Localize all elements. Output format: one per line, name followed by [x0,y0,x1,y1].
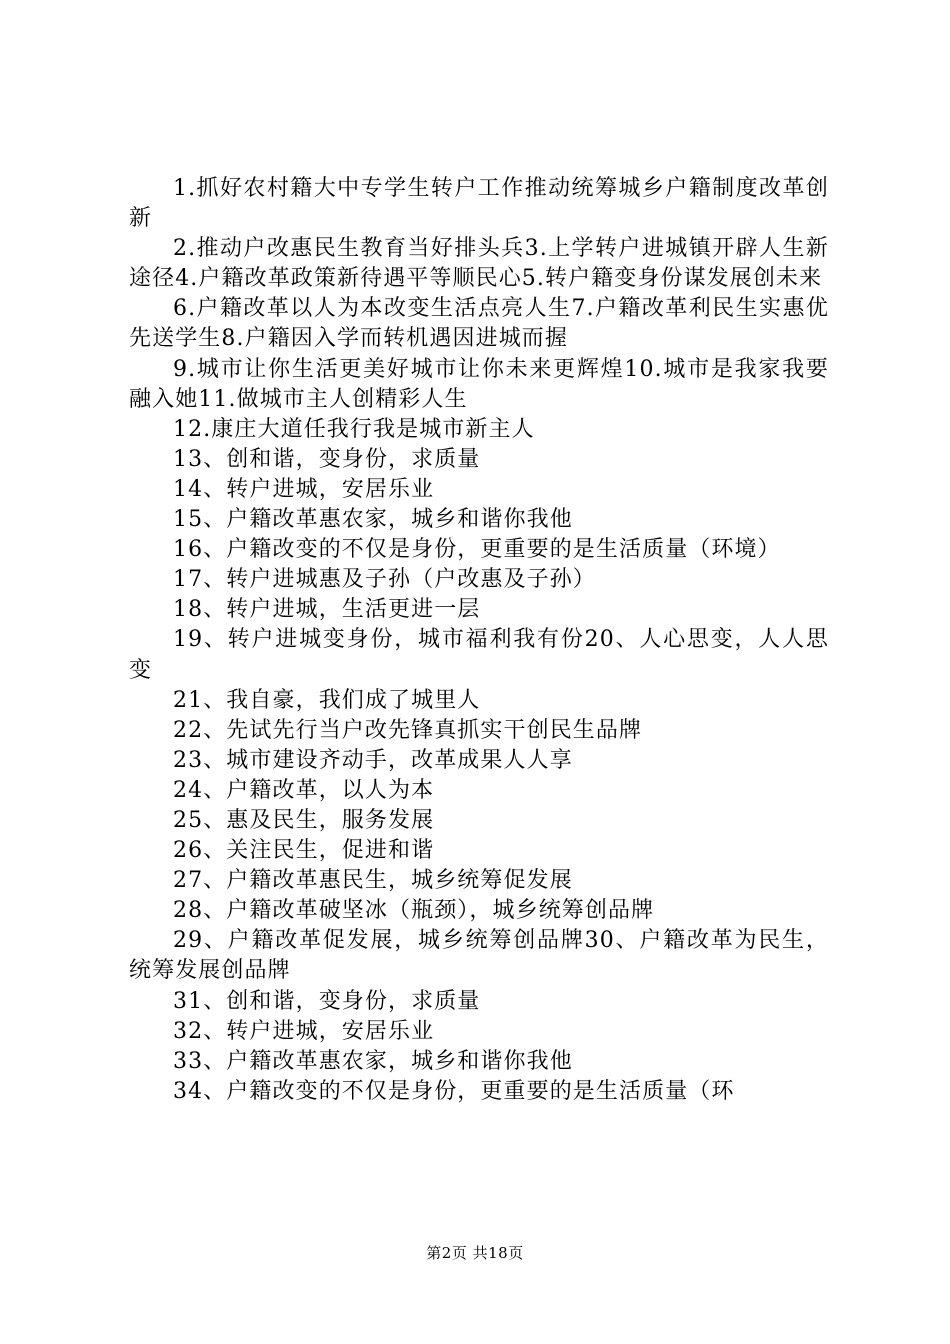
slogan-paragraph: 19、转户进城变身份，城市福利我有份20、人心思变，人人思变 [129,627,829,683]
slogan-paragraph: 12.康庄大道任我行我是城市新主人 [173,416,535,442]
slogan-paragraph: 25、惠及民生，服务发展 [173,807,435,833]
slogan-paragraph: 23、城市建设齐动手，改革成果人人享 [173,747,573,773]
slogan-paragraph: 27、户籍改革惠民生，城乡统筹促发展 [173,868,573,894]
slogan-paragraph: 6.户籍改革以人为本改变生活点亮人生7.户籍改革利民生实惠优先送学生8.户籍因入学而转机遇因进城而握 [129,296,829,352]
slogan-paragraph: 22、先试先行当户改先锋真抓实干创民生品牌 [173,717,643,743]
slogan-paragraph: 29、户籍改革促发展，城乡统筹创品牌30、户籍改革为民生，统筹发展创品牌 [129,928,829,984]
slogan-paragraph: 24、户籍改革，以人为本 [173,777,435,803]
slogan-paragraph: 34、户籍改变的不仅是身份，更重要的是生活质量（环 [173,1078,735,1104]
slogan-paragraph: 18、转户进城，生活更进一层 [173,597,481,623]
slogan-paragraph: 2.推动户改惠民生教育当好排头兵3.上学转户进城镇开辟人生新途径4.户籍改革政策新待遇平等顺民心5.转户籍变身份谋发展创未来 [129,236,829,292]
slogan-paragraph: 15、户籍改革惠农家，城乡和谐你我他 [173,507,573,533]
slogan-paragraph: 14、转户进城，安居乐业 [173,476,435,502]
slogan-paragraph: 16、户籍改变的不仅是身份，更重要的是生活质量（环境） [173,537,781,563]
slogan-paragraph: 32、转户进城，安居乐业 [173,1018,435,1044]
slogan-paragraph: 13、创和谐，变身份，求质量 [173,446,481,472]
body-text [129,174,829,1107]
slogan-paragraph: 1.抓好农村籍大中专学生转户工作推动统筹城乡户籍制度改革创新 [129,176,829,232]
slogan-paragraph: 9.城市让你生活更美好城市让你未来更辉煌10.城市是我家我要融入她11.做城市主人创精彩人生 [129,356,829,412]
slogan-paragraph: 17、转户进城惠及子孙（户改惠及子孙） [173,567,596,593]
slogan-paragraph: 31、创和谐，变身份，求质量 [173,988,481,1014]
slogan-paragraph: 28、户籍改革破坚冰（瓶颈），城乡统筹创品牌 [173,898,655,924]
slogan-paragraph: 33、户籍改革惠农家，城乡和谐你我他 [173,1048,573,1074]
slogan-paragraph: 21、我自豪，我们成了城里人 [173,687,481,713]
slogan-paragraph: 26、关注民生，促进和谐 [173,838,435,864]
page-number-footer: 第2页 共18页 [426,1244,524,1262]
